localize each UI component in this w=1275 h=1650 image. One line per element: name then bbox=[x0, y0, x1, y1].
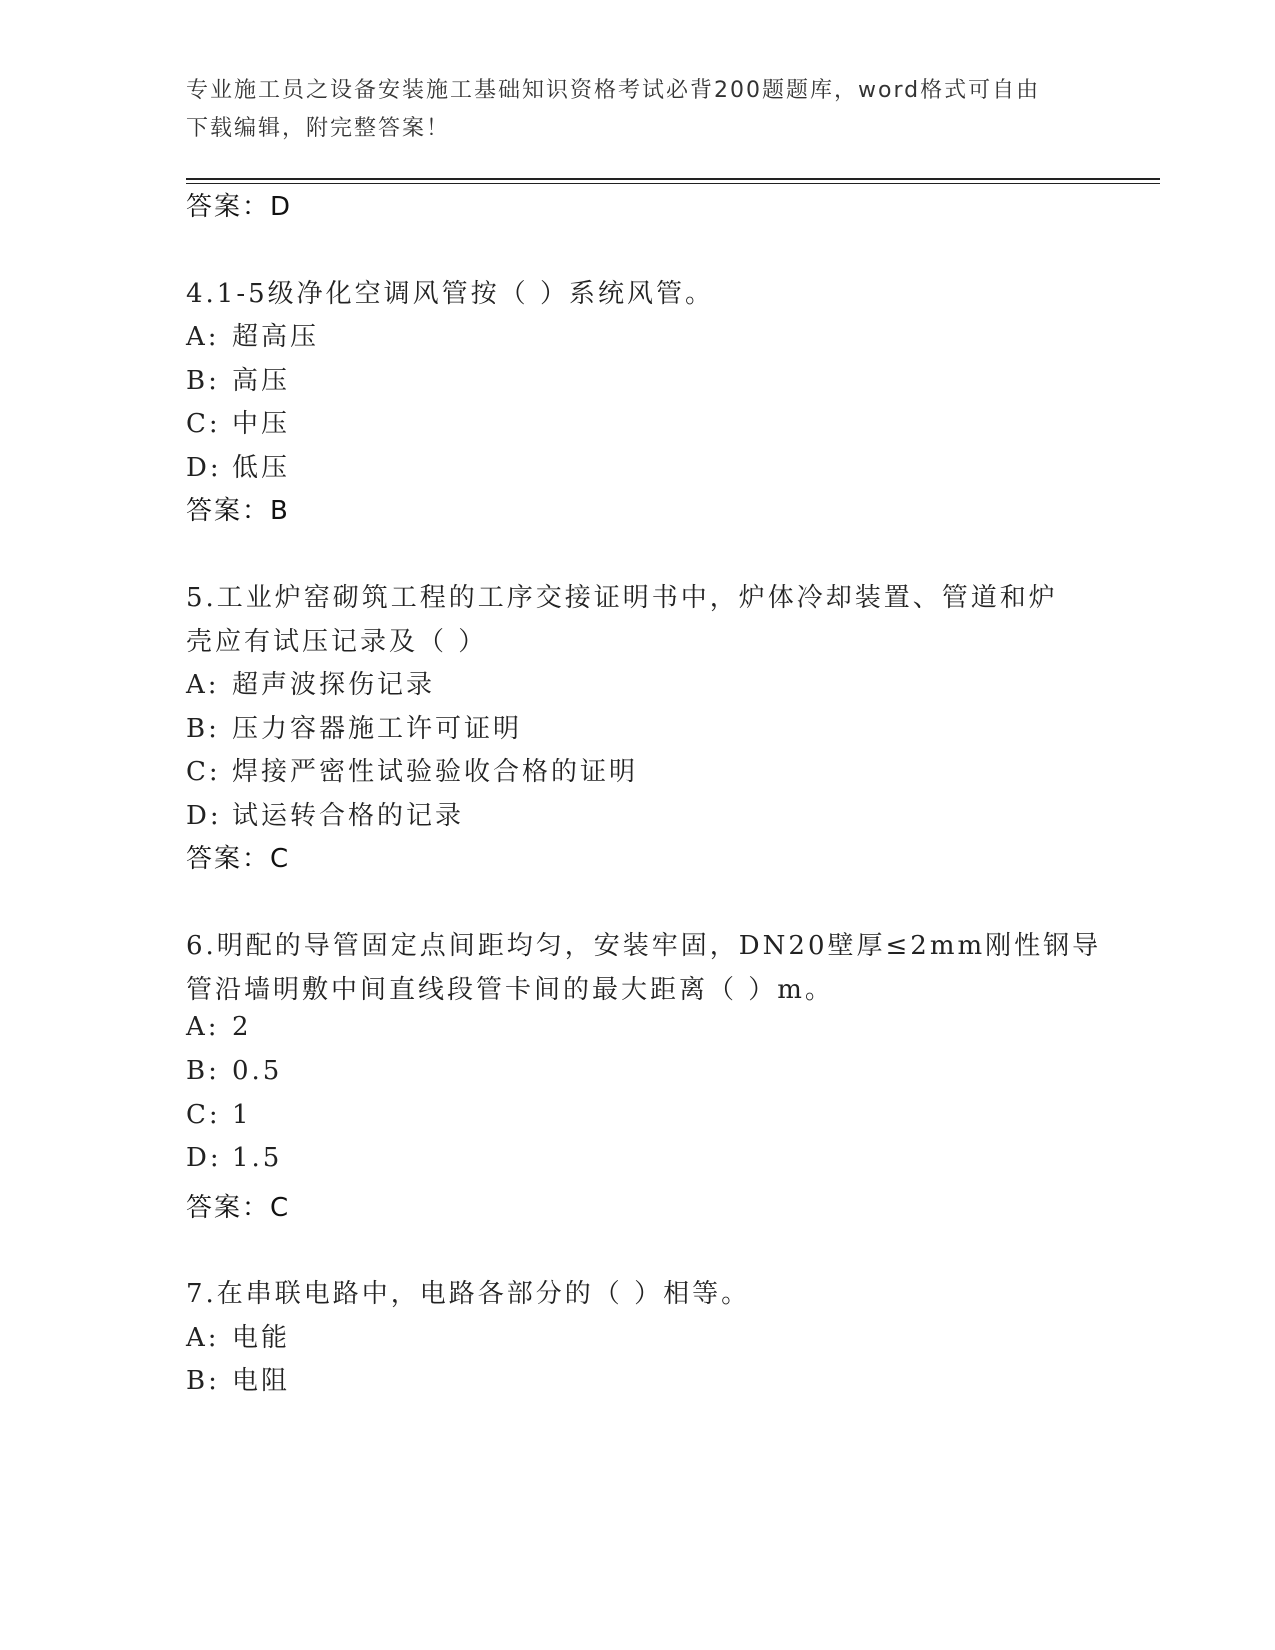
question-5-option-b bbox=[186, 708, 522, 745]
question-5-stem-line-1: 5.工业炉窑砌筑工程的工序交接证明书中，炉体冷却装置、管道和炉 bbox=[186, 583, 1058, 613]
question-5-option-c bbox=[186, 751, 638, 788]
option-text: 电能 bbox=[232, 1323, 291, 1353]
answer-q5: 答案：C bbox=[186, 844, 291, 874]
option-letter: C: bbox=[186, 1100, 221, 1130]
question-5-option-a bbox=[186, 664, 435, 701]
question-4-option-c bbox=[186, 403, 290, 440]
option-text: 压力容器施工许可证明 bbox=[232, 714, 523, 744]
question-4-option-d bbox=[186, 447, 290, 484]
question-6-option-d bbox=[186, 1143, 282, 1173]
question-6-option-c bbox=[186, 1100, 252, 1130]
header-line-2: 下载编辑，附完整答案！ bbox=[186, 116, 451, 141]
option-text: 0.5 bbox=[232, 1056, 283, 1086]
option-text: 焊接严密性试验验收合格的证明 bbox=[232, 757, 639, 787]
question-6-stem-line-2: 管沿墙明敷中间直线段管卡间的最大距离（ ）m。 bbox=[186, 975, 834, 1005]
answer-q3: 答案：D bbox=[186, 192, 293, 222]
question-7-option-a bbox=[186, 1317, 290, 1354]
option-letter: A: bbox=[186, 670, 220, 700]
option-text: 低压 bbox=[232, 453, 291, 483]
question-6-option-b bbox=[186, 1056, 282, 1086]
option-letter: A: bbox=[186, 1323, 220, 1353]
option-letter: D: bbox=[186, 453, 222, 483]
answer-q4: 答案：B bbox=[186, 496, 290, 526]
option-text: 1 bbox=[232, 1100, 252, 1130]
option-letter: B: bbox=[186, 366, 220, 396]
option-text: 2 bbox=[232, 1012, 252, 1042]
document-header bbox=[186, 72, 1066, 148]
option-text: 超声波探伤记录 bbox=[232, 670, 436, 700]
option-letter: D: bbox=[186, 801, 222, 831]
option-text: 试运转合格的记录 bbox=[232, 801, 465, 831]
question-6-option-a bbox=[186, 1012, 252, 1042]
question-4-stem: 4.1-5级净化空调风管按（ ）系统风管。 bbox=[186, 279, 714, 309]
option-letter: D: bbox=[186, 1143, 222, 1173]
question-4-option-a bbox=[186, 316, 319, 353]
question-7-stem: 7.在串联电路中，电路各部分的（ ）相等。 bbox=[186, 1279, 751, 1309]
question-5-stem-line-2: 壳应有试压记录及（ ） bbox=[186, 627, 488, 657]
question-5-option-d bbox=[186, 795, 464, 832]
option-letter: B: bbox=[186, 1366, 220, 1396]
option-text: 电阻 bbox=[232, 1366, 291, 1396]
header-rule-thin bbox=[186, 183, 1160, 184]
option-letter: B: bbox=[186, 1056, 220, 1086]
option-text: 中压 bbox=[232, 409, 291, 439]
option-letter: C: bbox=[186, 409, 221, 439]
header-line-1: 专业施工员之设备安装施工基础知识资格考试必背200题题库，word格式可自由 bbox=[186, 78, 1041, 103]
header-rule-thick bbox=[186, 178, 1160, 180]
option-text: 超高压 bbox=[232, 322, 320, 352]
question-4-option-b bbox=[186, 360, 290, 397]
answer-q6: 答案：C bbox=[186, 1193, 291, 1223]
option-letter: B: bbox=[186, 714, 220, 744]
option-text: 1.5 bbox=[232, 1143, 283, 1173]
question-7-option-b bbox=[186, 1360, 290, 1397]
option-letter: C: bbox=[186, 757, 221, 787]
option-letter: A: bbox=[186, 1012, 220, 1042]
question-6-stem-line-1: 6.明配的导管固定点间距均匀，安装牢固，DN20壁厚≤2mm刚性钢导 bbox=[186, 931, 1102, 961]
option-letter: A: bbox=[186, 322, 220, 352]
option-text: 高压 bbox=[232, 366, 291, 396]
